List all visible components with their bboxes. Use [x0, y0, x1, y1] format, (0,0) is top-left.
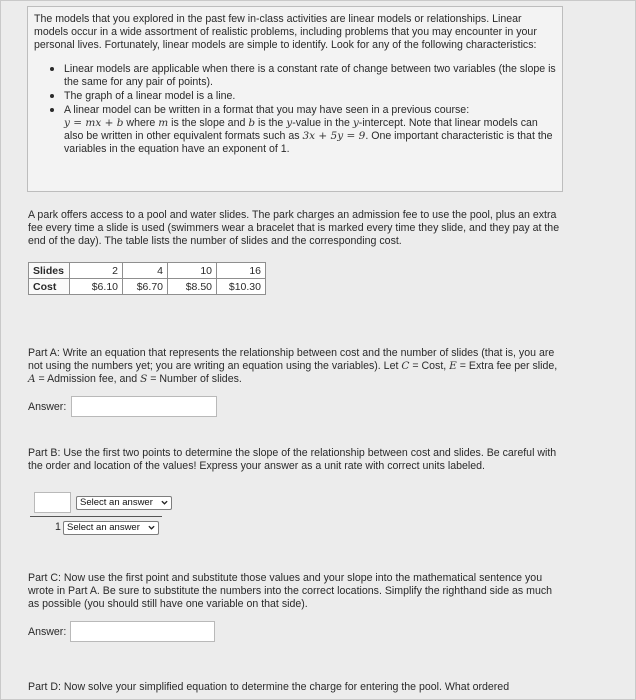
bullet-constant-rate: • Linear models are applicable when there is a constant rate of change between two variables (the slope is the same for any pair of points).: [64, 62, 556, 89]
table-cell: $8.50: [168, 279, 217, 295]
table-cell: $10.30: [217, 279, 266, 295]
row-label-slides: Slides: [29, 263, 70, 279]
part-a-answer-input[interactable]: [71, 396, 217, 417]
scenario-text: A park offers access to a pool and water slides. The park charges an admission fee to use the pool, plus an extra fee every time a slide is used (swimmers wear a bracelet that is marked every time they slide, and they pay at the end of the day). The table lists the number of slides and the corresponding cost.: [28, 209, 560, 247]
chevron-down-icon: [148, 524, 155, 531]
standard-form-equation: 3x + 5y = 9: [302, 130, 366, 142]
table-cell: $6.10: [70, 279, 123, 295]
characteristics-list: [34, 62, 556, 156]
fraction-bar: [30, 516, 162, 517]
slope-numerator-input[interactable]: [34, 492, 71, 513]
chevron-down-icon: [161, 499, 168, 506]
table-cell: 16: [217, 263, 266, 279]
bullet-linear-format: • A linear model can be written in a format that you may have seen in a previous course: y = mx + b where m is the slope and b is the y-value in the y-intercept. Note that linear models can also be written in other equivalent formats such as 3x + 5y = 9. One important characteristic is that the variables in the equation have an exponent of 1.: [64, 103, 556, 156]
part-b-text: Part B: Use the first two points to determine the slope of the relationship between cost and slides. Be careful with the order and location of the values! Express your answer as a unit rate with correct units labeled.: [28, 447, 557, 472]
part-c-answer-input[interactable]: [70, 621, 215, 642]
table-cell: 2: [70, 263, 123, 279]
part-d-text: Part D: Now solve your simplified equation to determine the charge for entering the pool. What ordered: [28, 681, 510, 693]
part-c-text: Part C: Now use the first point and substitute those values and your slope into the mathematical sentence you wrote in Part A. Be sure to substitute the numbers into the correct locations. Simplify the righthand side as much as possible (you should still have one variable on that side).: [28, 572, 553, 610]
slides-cost-table: [28, 262, 266, 295]
numerator-units-select[interactable]: Select an answer: [76, 496, 172, 510]
part-a-text: Part A: Write an equation that represents the relationship between cost and the number of slides (that is, you are not using the numbers yet; you are writing an equation using the variables). Let C = Cost, E = Extra fee per slide, A = Admission fee, and S = Number of slides.: [28, 347, 558, 385]
intro-box: [27, 6, 563, 192]
intro-paragraph: The models that you explored in the past few in-class activities are linear models or relationships. Linear models occur in a wide assortment of realistic problems, including problems that you may encounter in your personal lives. Fortunately, linear models are simple to identify. Look for any of the following characteristics:: [34, 13, 537, 51]
table-row: [29, 279, 266, 295]
table-cell: 10: [168, 263, 217, 279]
table-cell: $6.70: [123, 279, 168, 295]
denominator-units-select[interactable]: Select an answer: [63, 521, 159, 535]
part-a-answer-label: Answer:: [28, 401, 67, 413]
table-cell: 4: [123, 263, 168, 279]
denominator-value: 1: [55, 521, 61, 533]
table-row: [29, 263, 266, 279]
part-c-answer-label: Answer:: [28, 626, 67, 638]
row-label-cost: Cost: [29, 279, 70, 295]
bullet-graph-line: • The graph of a linear model is a line.: [64, 89, 556, 103]
slope-intercept-equation: y = mx + b: [64, 117, 124, 129]
